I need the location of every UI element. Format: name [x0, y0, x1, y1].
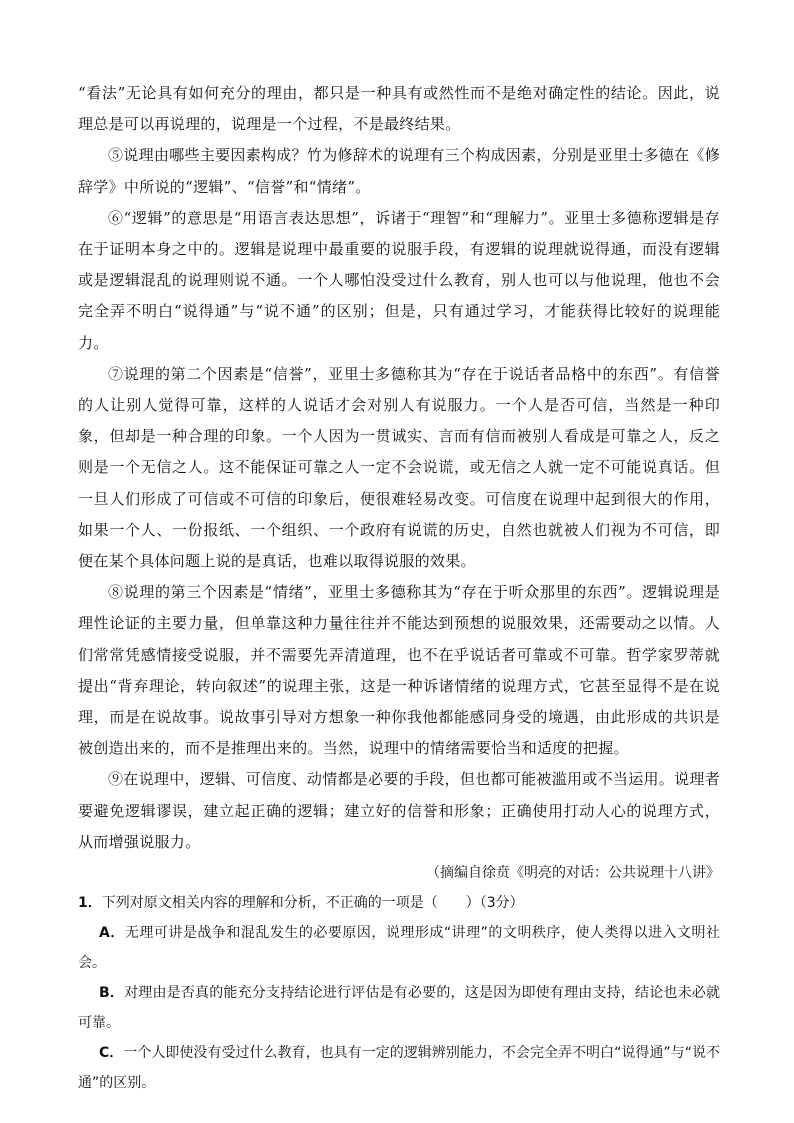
article-paragraph: ⑦说理的第二个因素是“信誉”，亚里士多德称其为“存在于说话者品格中的东西”。有信誉的人让别人觉得可靠，这样的人说话才会对别人有说服力。一个人是否可信，当然是一种印象，但却是一种合理的印象。一个人因为一贯诚实、言而有信而被别人看成是可靠之人，反之则是一个无信之人。这不能保证可靠之人一定不会说谎，或无信之人就一定不可能说真话。但一旦人们形成了可信或不可信的印象后，便很难轻易改变。可信度在说理中起到很大的作用，如果一个人、一份报纸、一个组织、一个政府有说谎的历史，自然也就被人们视为不可信，即便在某个具体问题上说的是真话，也难以取得说服的效果。 [78, 364, 720, 571]
option-b [78, 978, 720, 1038]
document-page [78, 78, 720, 1098]
article-paragraph: ⑨在说理中，逻辑、可信度、动情都是必要的手段，但也都可能被滥用或不当运用。说理者要避免逻辑谬误，建立起正确的逻辑；建立好的信誉和形象；正确使用打动人心的说理方式，从而增强说服力。 [78, 770, 721, 851]
option-letter: B． [99, 985, 125, 1002]
option-text: 对理由是否真的能充分支持结论进行评估是有必要的，这是因为即使有理由支持，结论也未必就可靠。 [78, 985, 721, 1032]
article-paragraph: ⑥“逻辑”的意思是“用语言表达思想”，诉诸于“理智”和“理解力”。亚里士多德称逻辑是存在于证明本身之中的。逻辑是说理中最重要的说服手段，有逻辑的说理就说得通，而没有逻辑或是逻辑混乱的说理则说不通。一个人哪怕没受过什么教育，别人也可以与他说理，他也不会完全弄不明白“说得通”与“说不通”的区别；但是，只有通过学习，才能获得比较好的说理能力。 [78, 208, 720, 352]
article-paragraph: “看法”无论具有如何充分的理由，都只是一种具有或然性而不是绝对确定性的结论。因此，说理总是可以再说理的，说理是一个过程，不是最终结果。 [78, 84, 720, 134]
option-letter: C． [99, 1045, 124, 1062]
question-1 [78, 888, 720, 1098]
question-number: 1． [78, 895, 102, 912]
option-a [78, 918, 720, 978]
question-text: 下列对原文相关内容的理解和分析，不正确的一项是（ ） [101, 895, 480, 912]
article [78, 78, 720, 887]
question-score: （3分） [479, 895, 524, 912]
article-source: （摘编自徐贲《明亮的对话：公共说理十八讲》 [426, 865, 720, 882]
option-text: 一个人即使没有受过什么教育，也具有一定的逻辑辨别能力，不会完全弄不明白“说得通”与“说不通”的区别。 [78, 1045, 720, 1092]
option-letter: A． [99, 925, 125, 942]
option-text: 无理可讲是战争和混乱发生的必要原因，说理形成“讲理”的文明秩序，使人类得以进入文明社会。 [78, 925, 720, 972]
question-stem [78, 888, 720, 918]
article-paragraph: ⑧说理的第三个因素是“情绪”，亚里士多德称其为“存在于听众那里的东西”。逻辑说理是理性论证的主要力量，但单靠这种力量往往并不能达到预想的说服效果，还需要动之以情。人们常常凭感情接受说服，并不需要先弄清道理，也不在乎说话者可靠或不可靠。哲学家罗蒂就提出“背弃理论，转向叙述”的说理主张，这是一种诉诸情绪的说理方式，它甚至显得不是在说理，而是在说故事。说故事引导对方想象一种你我他都能感同身受的境遇，由此形成的共识是被创造出来的，而不是推理出来的。当然，说理中的情绪需要恰当和适度的把握。 [78, 583, 720, 758]
article-paragraph: ⑤说理由哪些主要因素构成？竹为修辞术的说理有三个构成因素，分别是亚里士多德在《修辞学》中所说的“逻辑”、“信誉”和“情绪”。 [78, 146, 721, 196]
option-c [78, 1038, 720, 1098]
